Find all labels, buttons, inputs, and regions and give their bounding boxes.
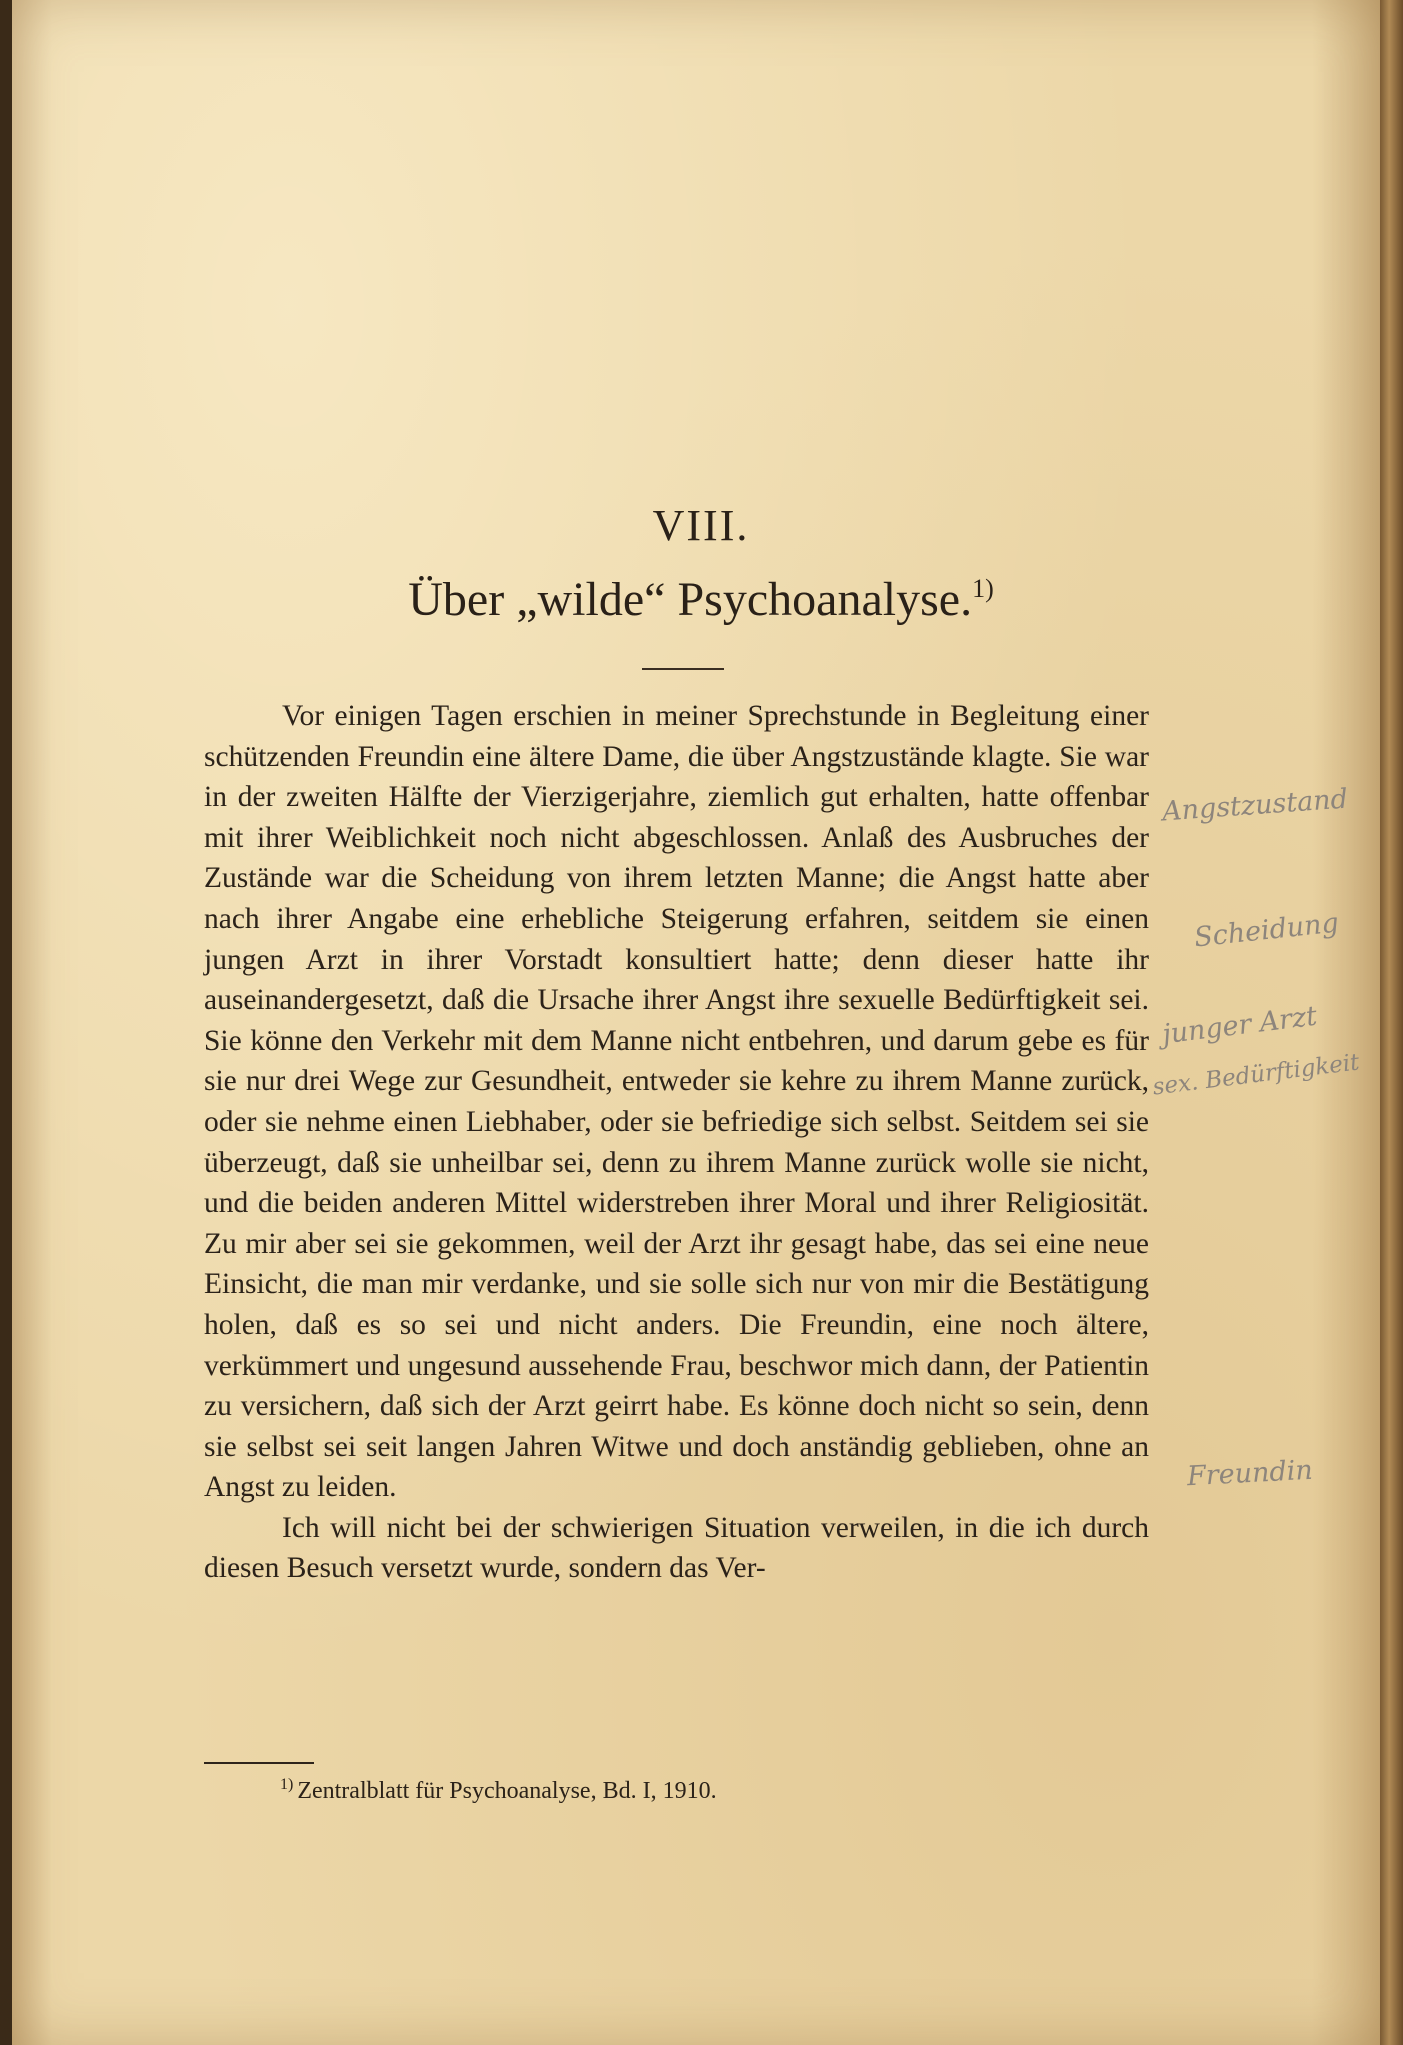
- margin-note-angstzustand: Angstzustand: [1161, 783, 1349, 828]
- paragraph: Ich will nicht bei der schwierigen Situation verweilen, in die ich durch diesen Besuch versetzt wurde, sondern das Ver-: [204, 1511, 1149, 1585]
- title-rule: [642, 668, 724, 670]
- chapter-title-text: Über „wilde“ Psychoanalyse.: [408, 573, 973, 626]
- footnote: [280, 1776, 717, 1805]
- footnote-rule: [204, 1762, 314, 1764]
- chapter-title: [12, 572, 1390, 627]
- margin-note-scheidung: Scheidung: [1192, 907, 1341, 954]
- chapter-footnote-ref: 1): [972, 574, 994, 603]
- margin-note-freundin: Freundin: [1186, 1454, 1314, 1493]
- book-page: [12, 0, 1390, 2045]
- paragraph: Vor einigen Tagen erschien in meiner Sprechstunde in Begleitung einer schützenden Freundin eine ältere Dame, die über Angstzustände klagte. Sie war in der zweiten Hälfte der Vierzigerjahre, ziemlich gut erhalten, hatte offenbar mit ihrer Weiblichkeit noch nicht abgeschlossen. Anlaß des Ausbruches der Zustände war die Scheidung von ihrem letzten Manne; die Angst hatte aber nach ihrer Angabe eine erhebliche Steigerung erfahren, seitdem sie einen jungen Arzt in ihrer Vorstadt konsultiert hatte; denn dieser hatte ihr auseinandergesetzt, daß die Ursache ihrer Angst ihre sexuelle Bedürftigkeit sei. Sie könne den Verkehr mit dem Manne nicht entbehren, und darum gebe es für sie nur drei Wege zur Gesundheit, entweder sie kehre zu ihrem Manne zurück, oder sie nehme einen Liebhaber, oder sie befriedige sich selbst. Seitdem sei sie überzeugt, daß sie unheilbar sei, denn zu ihrem Manne zurück wolle sie nicht, und die beiden anderen Mittel widerstreben ihrer Moral und ihrer Religiosität. Zu mir aber sei sie gekommen, weil der Arzt ihr gesagt habe, das sei eine neue Einsicht, die man mir verdanke, und sie solle sich nur von mir die Bestätigung holen, daß es so sei und nicht anders. Die Freundin, eine noch ältere, verkümmert und ungesund aussehende Frau, beschwor mich dann, der Patientin zu versichern, daß sich der Arzt geirrt habe. Es könne doch nicht so sein, denn sie selbst sei seit langen Jahren Witwe und doch anständig geblieben, ohne an Angst zu leiden.: [204, 700, 1149, 1504]
- chapter-number: VIII.: [652, 501, 750, 550]
- margin-note-bedurftigkeit: sex. Bedürftigkeit: [1151, 1049, 1361, 1101]
- footnote-mark: 1): [280, 1776, 294, 1793]
- footnote-text: Zentralblatt für Psychoanalyse, Bd. I, 1910.: [297, 1778, 717, 1804]
- book-spine-edge: [1380, 0, 1403, 2045]
- body-text: [204, 696, 1149, 1589]
- margin-note-junger-arzt: junger Arzt: [1160, 1000, 1319, 1051]
